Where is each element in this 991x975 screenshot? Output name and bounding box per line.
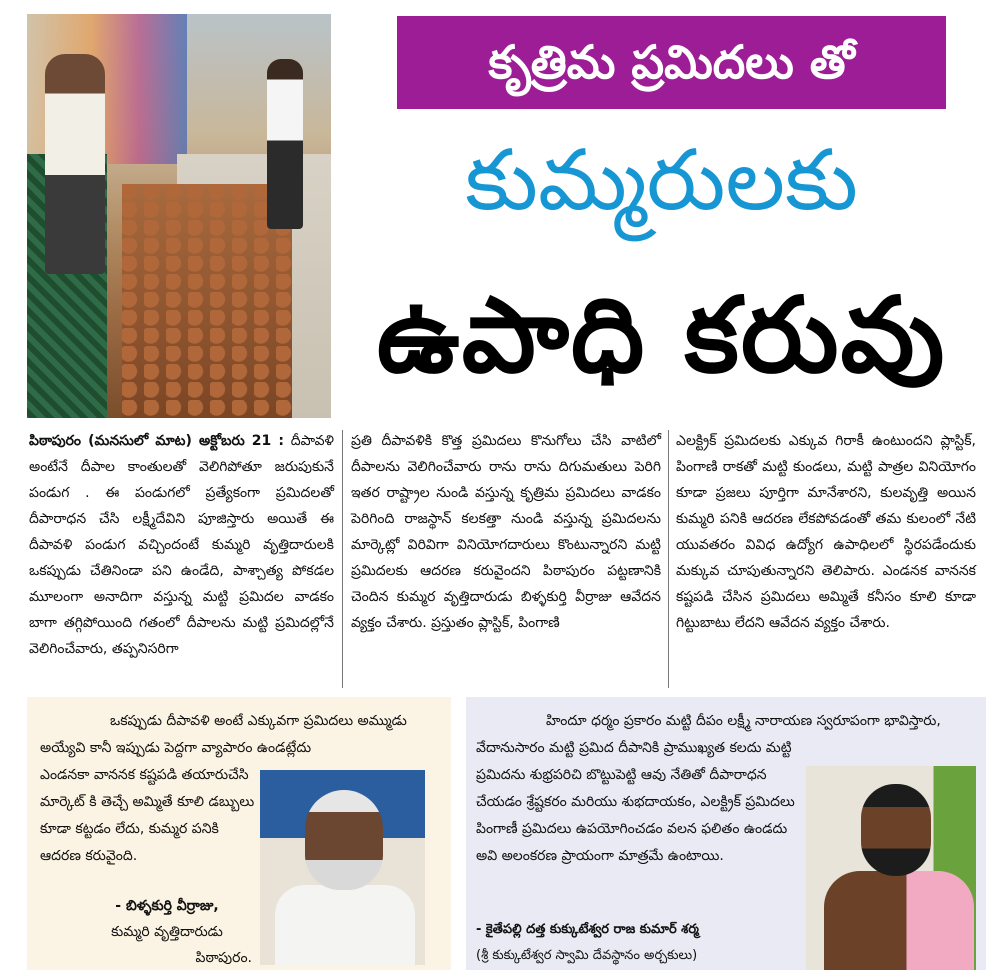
market-lamps-photo <box>27 14 331 418</box>
priest-quote-body: ప్రమిదను శుభ్రపరిచి బొట్టుపెట్టి ఆవు నేతితో దీపారాధన చేయడం శ్రేష్టకరం మరియు శుభదాయకం, ఎలక్ట్రిక్ ప్రమిదలు పింగాణీ ప్రమిదలు ఉపయోగించడం వలన ఫలితం ఉండదు అవి అలంకరణ ప్రాయంగా మాత్రమే ఉంటాయి. <box>476 767 795 864</box>
potter-quote-body: ఎండనకా వాననక కష్టపడి తయారుచేసి మార్కెట్ కి తెచ్చే అమ్మితే కూలి డబ్బులు కూడా కట్టడం లేదు, కుమ్మర పనికి ఆదరణ కరువైంది. <box>40 767 255 864</box>
priest-name: - కైతేపల్లి దత్త కుక్కుటేశ్వర రాజ కుమార్ శర్మ <box>476 922 699 937</box>
article-column-3: ఎలక్ట్రిక్ ప్రమిదలకు ఎక్కువ గిరాకీ ఉంటుందని ప్లాస్టిక్, పింగాణి రాకతో మట్టి కుండలు, మట్టి పాత్రల వినియోగం కూడా ప్రజలు పూర్తిగా మానేశారని, కులవృత్తి అయిన కుమ్మరి పనికి ఆదరణ లేకపోవడంతో తమ కులంలో నేటి యువతరం వివిధ ఉద్యోగ ఉపాధిలలో స్థిరపడేందుకు మక్కువ చూపుతున్నారని తెలిపారు. ఎండనక వాననక కష్టపడి చేసిన ప్రమిదలు అమ్మితే కనీసం కూలి కూడా గిట్టుబాటు లేదని ఆవేదన వ్యక్తం చేశారు. <box>676 433 976 631</box>
headline-line-1: కృత్రిమ ప్రమిదలు తో <box>488 35 855 89</box>
priest-role: (శ్రీ కుక్కుటేశ్వర స్వామి దేవస్థానం అర్చకులు) <box>476 948 698 963</box>
column-divider <box>668 430 669 688</box>
potter-role: కుమ్మరి వృత్తిదారుడు <box>111 924 223 940</box>
headline-line-3: ఉపాధి కరువు <box>376 274 947 396</box>
headline-line-2: కుమ్మరులకు <box>465 131 858 229</box>
dateline: పిఠాపురం (మనసులో మాట) అక్టోబరు 21 : <box>29 433 284 449</box>
potter-place: పిఠాపురం. <box>195 950 252 966</box>
potter-attribution <box>82 893 252 971</box>
article-column-2: ప్రతి దీపావళికి కొత్త ప్రమిదలు కొనుగోలు చేసి వాటిలో దీపాలను వెలిగించేవారు రాను రాను దిగుమతులు పెరిగి ఇతర రాష్ట్రాల నుండి వస్తున్న కృత్రిమ ప్రమిదలు వాడకం పెరిగింది రాజస్థాన్ కలకత్తా నుండి వస్తున్న ప్రమిదలను మార్కెట్లో విరివిగా వినియోగదారులు కొంటున్నారని మట్టి ప్రమిదలకు ఆదరణ కరువైందని పిఠాపురం పట్టణానికి చెందిన కుమ్మర వృత్తిదారుడు బిళ్ళకుర్తి వీర్రాజు ఆవేదన వ్యక్తం చేశారు. ప్రస్తుతం ప్లాస్టిక్, పింగాణి <box>351 433 661 631</box>
priest-quote-top: హిందూ ధర్మం ప్రకారం మట్టి దీపం లక్ష్మీ నారాయణ స్వరూపంగా భావిస్తారు, వేదానుసారం మట్టి ప్రమిద దీపానికి ప్రాముఖ్యత కలదు మట్టి <box>476 713 941 756</box>
potter-quote-top: ఒకప్పుడు దీపావళి అంటే ఎక్కువగా ప్రమిదలు అమ్ముడు అయ్యేవి కానీ ఇప్పుడు పెద్దగా వ్యాపారం ఉండట్లేదు <box>40 713 407 756</box>
priest-portrait-photo <box>806 766 976 970</box>
column-divider <box>342 430 343 688</box>
potter-portrait-photo <box>260 770 425 965</box>
potter-name: - బిళ్ళకుర్తి వీర్రాజు, <box>115 898 219 914</box>
priest-attribution <box>476 917 806 969</box>
column-1-text: దీపావళి అంటేనే దీపాల కాంతులతో వెలిగిపోతూ జరుపుకునే పండుగ . ఈ పండుగలో ప్రత్యేకంగా ప్రమిదలతో దీపారాధన చేసి లక్ష్మీదేవిని పూజిస్తారు అయితే ఈ దీపావళి పండుగ వచ్చిందంటే కుమ్మరి వృత్తిదారులకి ఒకప్పుడు చేతినిండా పని ఉండేది, పాశ్చాత్య పోకడల మూలంగా అనాదిగా వస్తున్న మట్టి ప్రమిదల వాడకం బాగా తగ్గిపోయింది గతంలో దీపాలను మట్టి ప్రమిదల్లోనే వెలిగించేవారు, తప్పనిసరిగా <box>29 433 334 657</box>
article-column-1 <box>29 428 334 662</box>
